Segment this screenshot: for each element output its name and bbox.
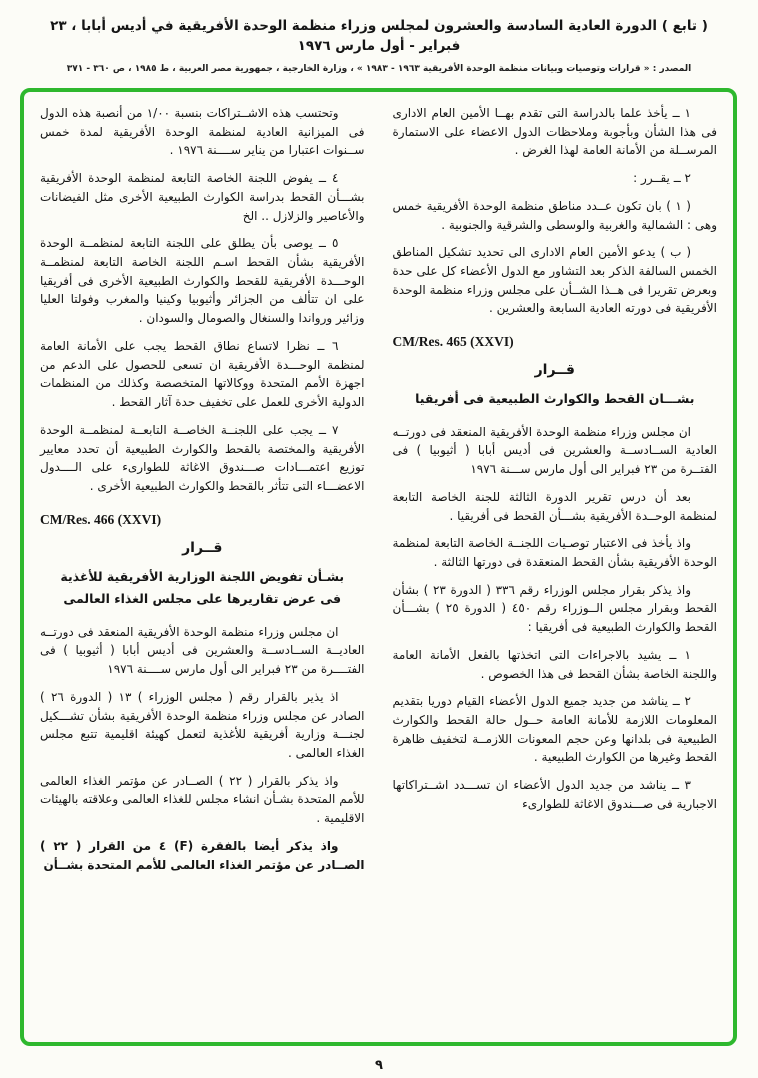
paragraph: ٢ ــ يقــرر : <box>633 171 691 186</box>
resolution-465-id: CM/Res. 465 (XXVI) <box>392 334 514 350</box>
paragraph: ٦ ــ نظرا لاتساع نطاق القحط يجب على الأمانة العامة لمنظمة الوحـــدة الأفريقية ان تسعى للحصول على الدعم من اجهزة الأمم المتحدة ووكالاتها المتخصصة وكذلك من المنظمات الدولية الأخرى للعمل على تخفيف حدة آثار القحط . <box>40 338 365 410</box>
paragraph: ( ب ) يدعو الأمين العام الادارى الى تحديد تشكيل المناطق الخمس السالفة الذكر بعد التشاور مع الدول الأعضاء كل على حدة وبعرض تقريرا فى هــذا الشــأن على مجلس وزراء منظمة الوحدة الأفريقية فى دورته العادية السابعة والعشرين . <box>392 245 717 316</box>
resolution-466-subject: بشـأن تفويض اللجنة الوزارية الأفريقية للأغذية فى عرض تقاريرها على مجلس الغذاء العالمى <box>60 568 345 607</box>
header-source-line: المصدر : « قرارات وتوصيات وبيانات منظمة الوحدة الأفريقية ١٩٦٣ - ١٩٨٣ » ، وزارة الخارجية ، جمهورية مصر العربية ، ط ١٩٨٥ ، ص ٣٦٠ - ٣٧١ <box>66 63 692 74</box>
paragraph: ٤ ــ يفوض اللجنة الخاصة التابعة لمنظمة الوحدة الأفريقية بشـــأن القحط بدراسة الكوارث الطبيعية الأخرى مثل الفيضانات والأعاصير والزلازل .. الخ <box>40 171 365 223</box>
paragraph: وتحتسب هذه الاشــتراكات بنسبة ١/٠٠ من أنصبة هذه الدول فى الميزانية العادية لمنظمة الوحدة الأفريقية لمدة خمس ســنوات اعتبارا من يناير ســــنة ١٩٧٦ . <box>40 106 365 158</box>
paragraph: ( ١ ) بان تكون عــدد مناطق منظمة الوحدة الأفريقية خمس وهى : الشمالية والغربية والوسطى والشرقية والجنوبية . <box>392 198 717 232</box>
paragraph: ٧ ــ يجب على اللجنــة الخاصــة التابعــة لمنظمــة الوحدة الأفريقية والمختصة بالقحط والكوارث الطبيعية أن تحدد معايير توزيع اعتمـــادات صـــندوق الاغاثة للطوارىء على الــــدول الاعضـــاء التى تتأثر بالقحط والكوارث الطبيعية الأخرى . <box>40 422 365 493</box>
paragraph: ١ ــ يأخذ علما بالدراسة التى تقدم بهــا الأمين العام الادارى فى هذا الشأن وبأجوبة وملاحظات الدول الاعضاء على الاستمارة المرســلة من الأمانة العامة لهذا الغرض . <box>392 106 717 158</box>
paragraph: ان مجلس وزراء منظمة الوحدة الأفريقية المنعقد فى دورتــه العادية الســادســة والعشرين فى أديس أبابا ( أثيوبيا ) فى الفتــرة من ٢٣ فبراير الى أول مارس ســـنة ١٩٧٦ <box>392 424 717 477</box>
page-number: ٩ <box>375 1058 383 1073</box>
resolution-465-subject: بشـــان القحط والكوارث الطبيعية فى أفريقيا <box>415 391 695 407</box>
resolution-465-title: قــرار <box>534 362 575 379</box>
paragraph: ٥ ــ يوصى بأن يطلق على اللجنة التابعة لمنظمــة الوحدة الأفريقية بشأن القحط اسـم اللجنة الخاصة التابعة لمنظمــة الوحـــدة الأفريقية للقحط والكوارث الطبيعية الأخرى فى أفريقيا على ان تتألف من الجزائر وأثيوبيا وكينيا والمغرب وفولتا العليا وزائير ورواندا والسنغال والصومال والسودان . <box>40 236 365 326</box>
paragraph: اذ يذير بالقرار رقم ( مجلس الوزراء ) ١٣ ( الدورة ٢٦ ) الصادر عن مجلس وزراء منظمة الوحدة الأفريقية بشأن تشـــكيل لجنـــة وزارية أفريقية للأغذية لتعمل كهيئة اقليمية تتبع مجلس الغذاء العالمى . <box>40 689 365 760</box>
paragraph: ٢ ــ يناشد من جديد جميع الدول الأعضاء القيام دوريا بتقديم المعلومات اللازمة للأمانة العامة حــول حالة القحط والكوارث الطبيعية فى بلدانها وعن حجم المعونات اللازمــة لتخفيف ظاهرة القحط وغيرها من الكوارث الطبيعية . <box>392 694 717 765</box>
resolution-466-id: CM/Res. 466 (XXVI) <box>40 511 162 527</box>
paragraph: ان مجلس وزراء منظمة الوحدة الأفريقية المنعقد فى دورتــه العاديــة الســادســة والعشرين فى أديس أبابا ( أثيوبيا ) فى الفتــــرة من ٢٣ فبراير الى أول مارس ســــنة ١٩٧٦ <box>40 624 365 677</box>
header-title: ( تابع ) الدورة العادية السادسة والعشرون لمجلس وزراء منظمة الوحدة الأفريقية في أديس أبابا ، ٢٣ فبراير - أول مارس ١٩٧٦ <box>50 18 708 55</box>
paragraph: واذ يذكر بالقرار ( ٢٢ ) الصــادر عن مؤتمر الغذاء العالمى للأمم المتحدة بشـأن انشاء مجلس للغذاء العالمى وعلاقته بالهيئات الاقليمية . <box>40 773 365 826</box>
resolution-466-title: قــرار <box>182 539 223 556</box>
paragraph: واذ يأخذ فى الاعتبار توصـيات اللجنــة الخاصة التابعة لمنظمة الوحدة الأفريقية بشأن القحط المنعقدة فى دورتها الثالثة . <box>392 536 717 569</box>
green-border-content-box <box>20 88 737 1046</box>
paragraph: واذ يذكر بقرار مجلس الوزراء رقم ٣٣٦ ( الدورة ٢٣ ) بشأن القحط وبقرار مجلس الــوزراء رقم ٤٥٠ ( الدورة ٢٥ ) بشـــأن القحط والكوارث الطبيعية فى أفريقيا : <box>392 582 717 635</box>
page-header <box>0 0 758 74</box>
paragraph: واذ يذكر أيضا بالفقرة (F) ٤ من القرار ( ٢٢ ) الصــادر عن مؤتمر الغذاء العالمى للأمم المتحدة بشــأن <box>40 838 365 872</box>
paragraph: ٣ ــ يناشد من جديد الدول الأعضاء ان تســـدد اشــتراكاتها الاجبارية فى صـــندوق الاغاثة للطوارىء <box>392 778 717 811</box>
column-right <box>393 104 718 1032</box>
column-left <box>40 104 365 1032</box>
paragraph: بعد أن درس تقرير الدورة الثالثة للجنة الخاصة التابعة لمنظمة الوحــدة الأفريقية بشـــأن القحط فى أفريقيا . <box>392 489 717 523</box>
paragraph: ١ ــ يشيد بالاجراءات التى اتخذتها بالفعل الأمانة العامة واللجنة الخاصة بشأن القحط فى هذا الخصوص . <box>392 647 717 681</box>
